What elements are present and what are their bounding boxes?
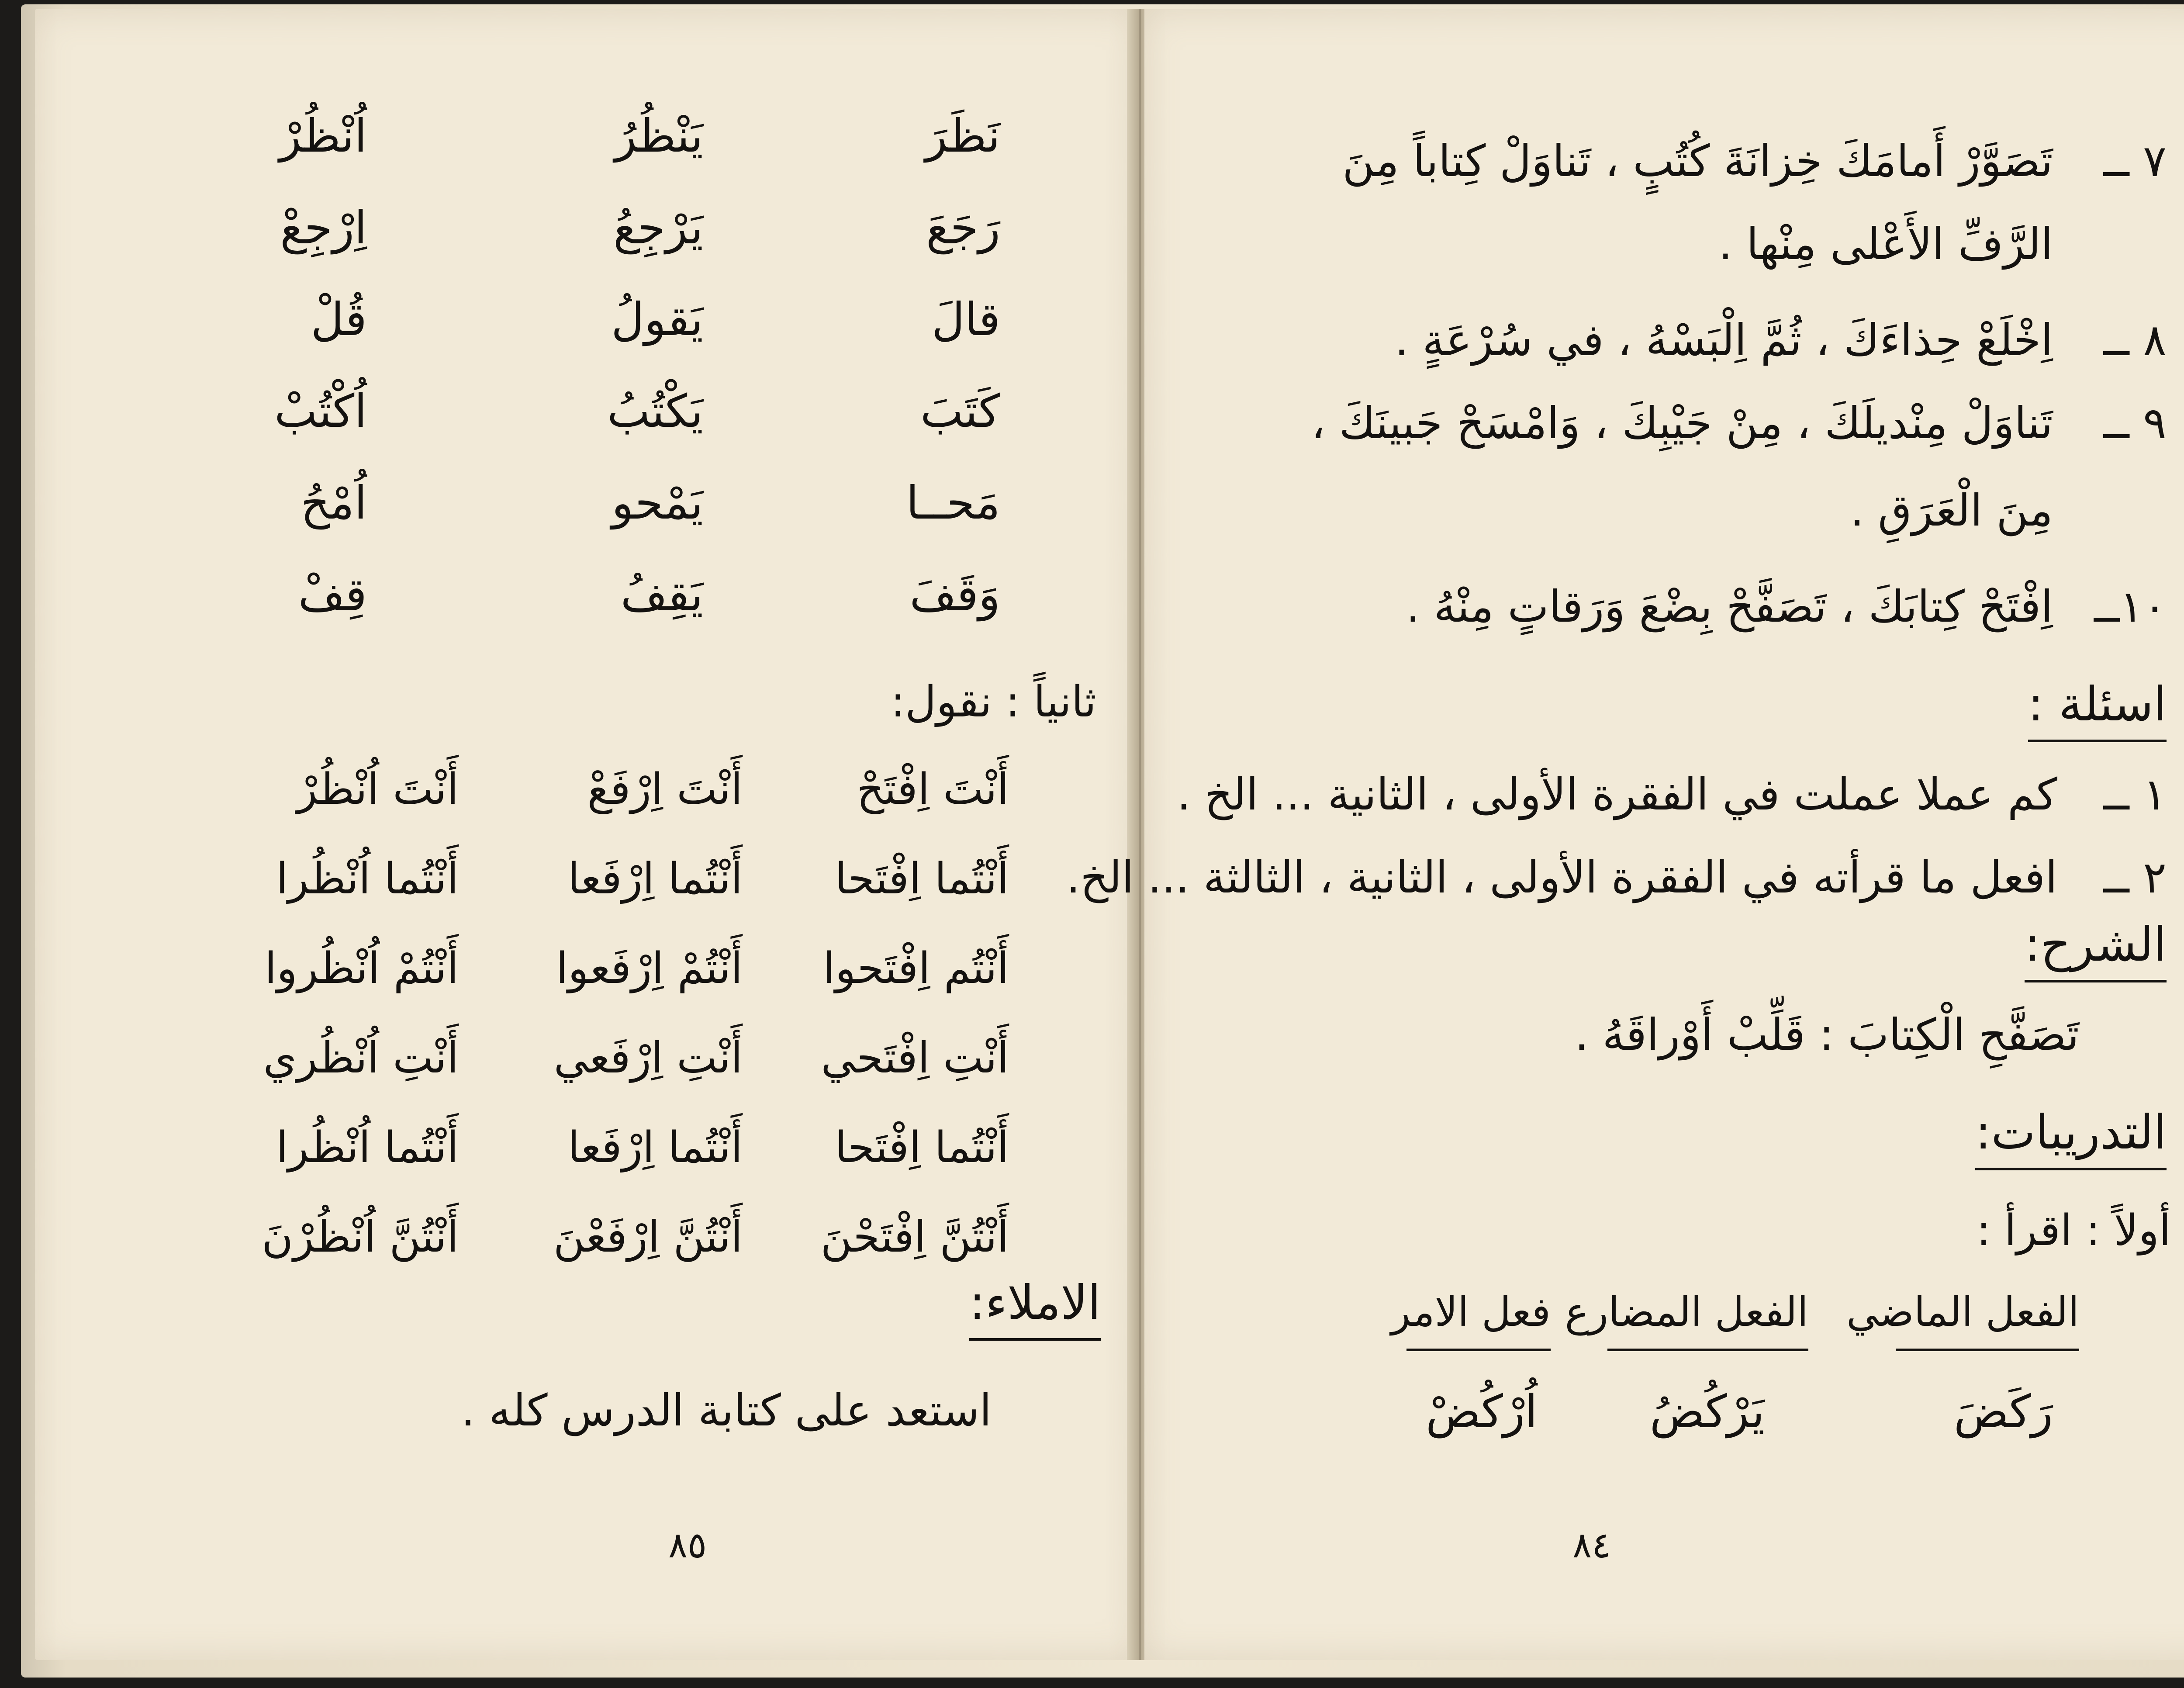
verb-cell: كَتَبَ (920, 384, 1000, 438)
conjugation-cell: أَنْتُنَّ اِفْتَحْنَ (820, 1212, 1009, 1262)
verb-cell: قُلْ (311, 293, 367, 346)
verb-cell: اُنْظُرْ (279, 109, 367, 163)
conjugation-cell: أَنْتِ اِرْفَعي (553, 1033, 743, 1083)
explanation-heading-text: الشرح: (2025, 917, 2167, 982)
right-page (1066, 9, 2184, 1660)
conjugation-cell: أَنْتَ اِرْفَعْ (587, 764, 743, 814)
table-cell: رَكَضَ (1953, 1385, 2053, 1438)
question-number: ١ ــ (2103, 769, 2167, 820)
table-header: الفعل الماضي (1896, 1289, 2079, 1351)
questions-heading-text: اسئلة : (2028, 677, 2167, 742)
item-text: تَصَوَّرْ أَمامَكَ خِزانَةَ كُتُبٍ ، تَناوَلْ كِتاباً مِنَ (1342, 135, 2053, 187)
table-cell: يَرْكُضُ (1649, 1385, 1765, 1438)
verb-cell: قِفْ (298, 568, 367, 621)
verb-cell: اُمْحُ (301, 476, 367, 529)
table-header: فعل الامر (1406, 1289, 1551, 1351)
page-number-left: ٨٥ (668, 1525, 707, 1566)
conjugation-cell: أَنْتِ اِفْتَحي (821, 1033, 1009, 1083)
item-text: اِفْتَحْ كِتابَكَ ، تَصَفَّحْ بِضْعَ وَرَقاتٍ مِنْهُ . (1406, 581, 2053, 632)
verb-cell: يَنْظُرُ (614, 109, 703, 163)
conjugation-cell: أَنْتُمْ اِرْفَعوا (556, 944, 743, 993)
conjugation-cell: أَنْتُنَّ اِرْفَعْنَ (553, 1212, 743, 1262)
item-text: الرَّفِّ الأَعْلى مِنْها . (1718, 218, 2053, 270)
verb-cell: يَمْحو (612, 476, 703, 529)
item-text: مِنَ الْعَرَقِ . (1850, 485, 2053, 536)
dictation-text: استعد على كتابة الدرس كله . (461, 1385, 992, 1436)
verb-cell: نَظَرَ (925, 109, 1000, 163)
verb-cell: اِرْجِعْ (280, 201, 367, 254)
conjugation-cell: أَنْتُما اِرْفَعا (567, 854, 743, 904)
conjugation-cell: أَنْتُنَّ اُنْظُرْنَ (262, 1212, 459, 1262)
exercises-heading (1975, 1105, 2167, 1160)
conjugation-cell: أَنْتُم اِفْتَحوا (823, 944, 1009, 993)
exercises-heading-text: التدريبات: (1975, 1105, 2167, 1170)
conjugation-cell: أَنْتَ اُنْظُرْ (297, 764, 459, 814)
verb-cell: يَقِفُ (620, 568, 703, 621)
dictation-heading-text: الاملاء: (969, 1276, 1101, 1341)
item-number: ٨ ــ (2103, 315, 2167, 366)
verb-cell: اُكْتُبْ (274, 384, 367, 438)
item-number: ٩ ــ (2103, 398, 2167, 449)
explanation-heading (2025, 917, 2167, 972)
verb-cell: قالَ (932, 293, 1000, 346)
item-text: تَناوَلْ مِنْديلَكَ ، مِنْ جَيْبِكَ ، وَامْسَحْ جَبينَكَ ، (1311, 398, 2053, 449)
conjugation-cell: أَنْتُما اِفْتَحا (835, 1123, 1009, 1173)
questions-heading (2028, 677, 2167, 732)
question-text: كم عملا عملت في الفقرة الأولى ، الثانية ... الخ . (1177, 769, 2057, 820)
verb-cell: يَكْتُبُ (607, 384, 703, 438)
conjugation-cell: أَنْتَ اِفْتَحْ (857, 764, 1009, 814)
dictation-heading (969, 1276, 1101, 1330)
verb-cell: يَقولُ (611, 293, 703, 346)
question-number: ٢ ــ (2103, 852, 2167, 903)
item-number: ١٠ــ (2094, 581, 2167, 632)
conjugation-cell: أَنْتِ اُنْظُري (263, 1033, 459, 1083)
table-header: الفعل المضارع (1607, 1289, 1808, 1351)
item-number: ٧ ــ (2103, 135, 2167, 187)
second-label: ثانياً : نقول: (891, 677, 1096, 727)
conjugation-cell: أَنْتُما اِفْتَحا (835, 854, 1009, 904)
conjugation-cell: أَنْتُما اُنْظُرا (276, 1123, 459, 1173)
verb-cell: رَجَعَ (926, 201, 1000, 254)
left-page (35, 9, 1136, 1660)
conjugation-cell: أَنْتُما اِرْفَعا (567, 1123, 743, 1173)
verb-cell: يَرْجِعُ (613, 201, 703, 254)
conjugation-cell: أَنْتُمْ اُنْظُروا (265, 944, 459, 993)
explanation-text: تَصَفَّحِ الْكِتابَ : قَلِّبْ أَوْراقَهُ . (1574, 1009, 2079, 1060)
first-label: أولاً : اقرأ : (1976, 1206, 2171, 1256)
item-text: اِخْلَعْ حِذاءَكَ ، ثُمَّ اِلْبَسْهُ ، في سُرْعَةٍ . (1394, 315, 2053, 366)
conjugation-cell: أَنْتُما اُنْظُرا (276, 854, 459, 904)
page-number-right: ٨٤ (1572, 1525, 1611, 1566)
table-cell: اُرْكُضْ (1425, 1385, 1538, 1438)
verb-cell: مَحــا (906, 476, 1000, 529)
verb-cell: وَقَفَ (909, 568, 1000, 621)
question-text: افعل ما قرأته في الفقرة الأولى ، الثانية ، الثالثة ... الخ. (1066, 852, 2057, 903)
